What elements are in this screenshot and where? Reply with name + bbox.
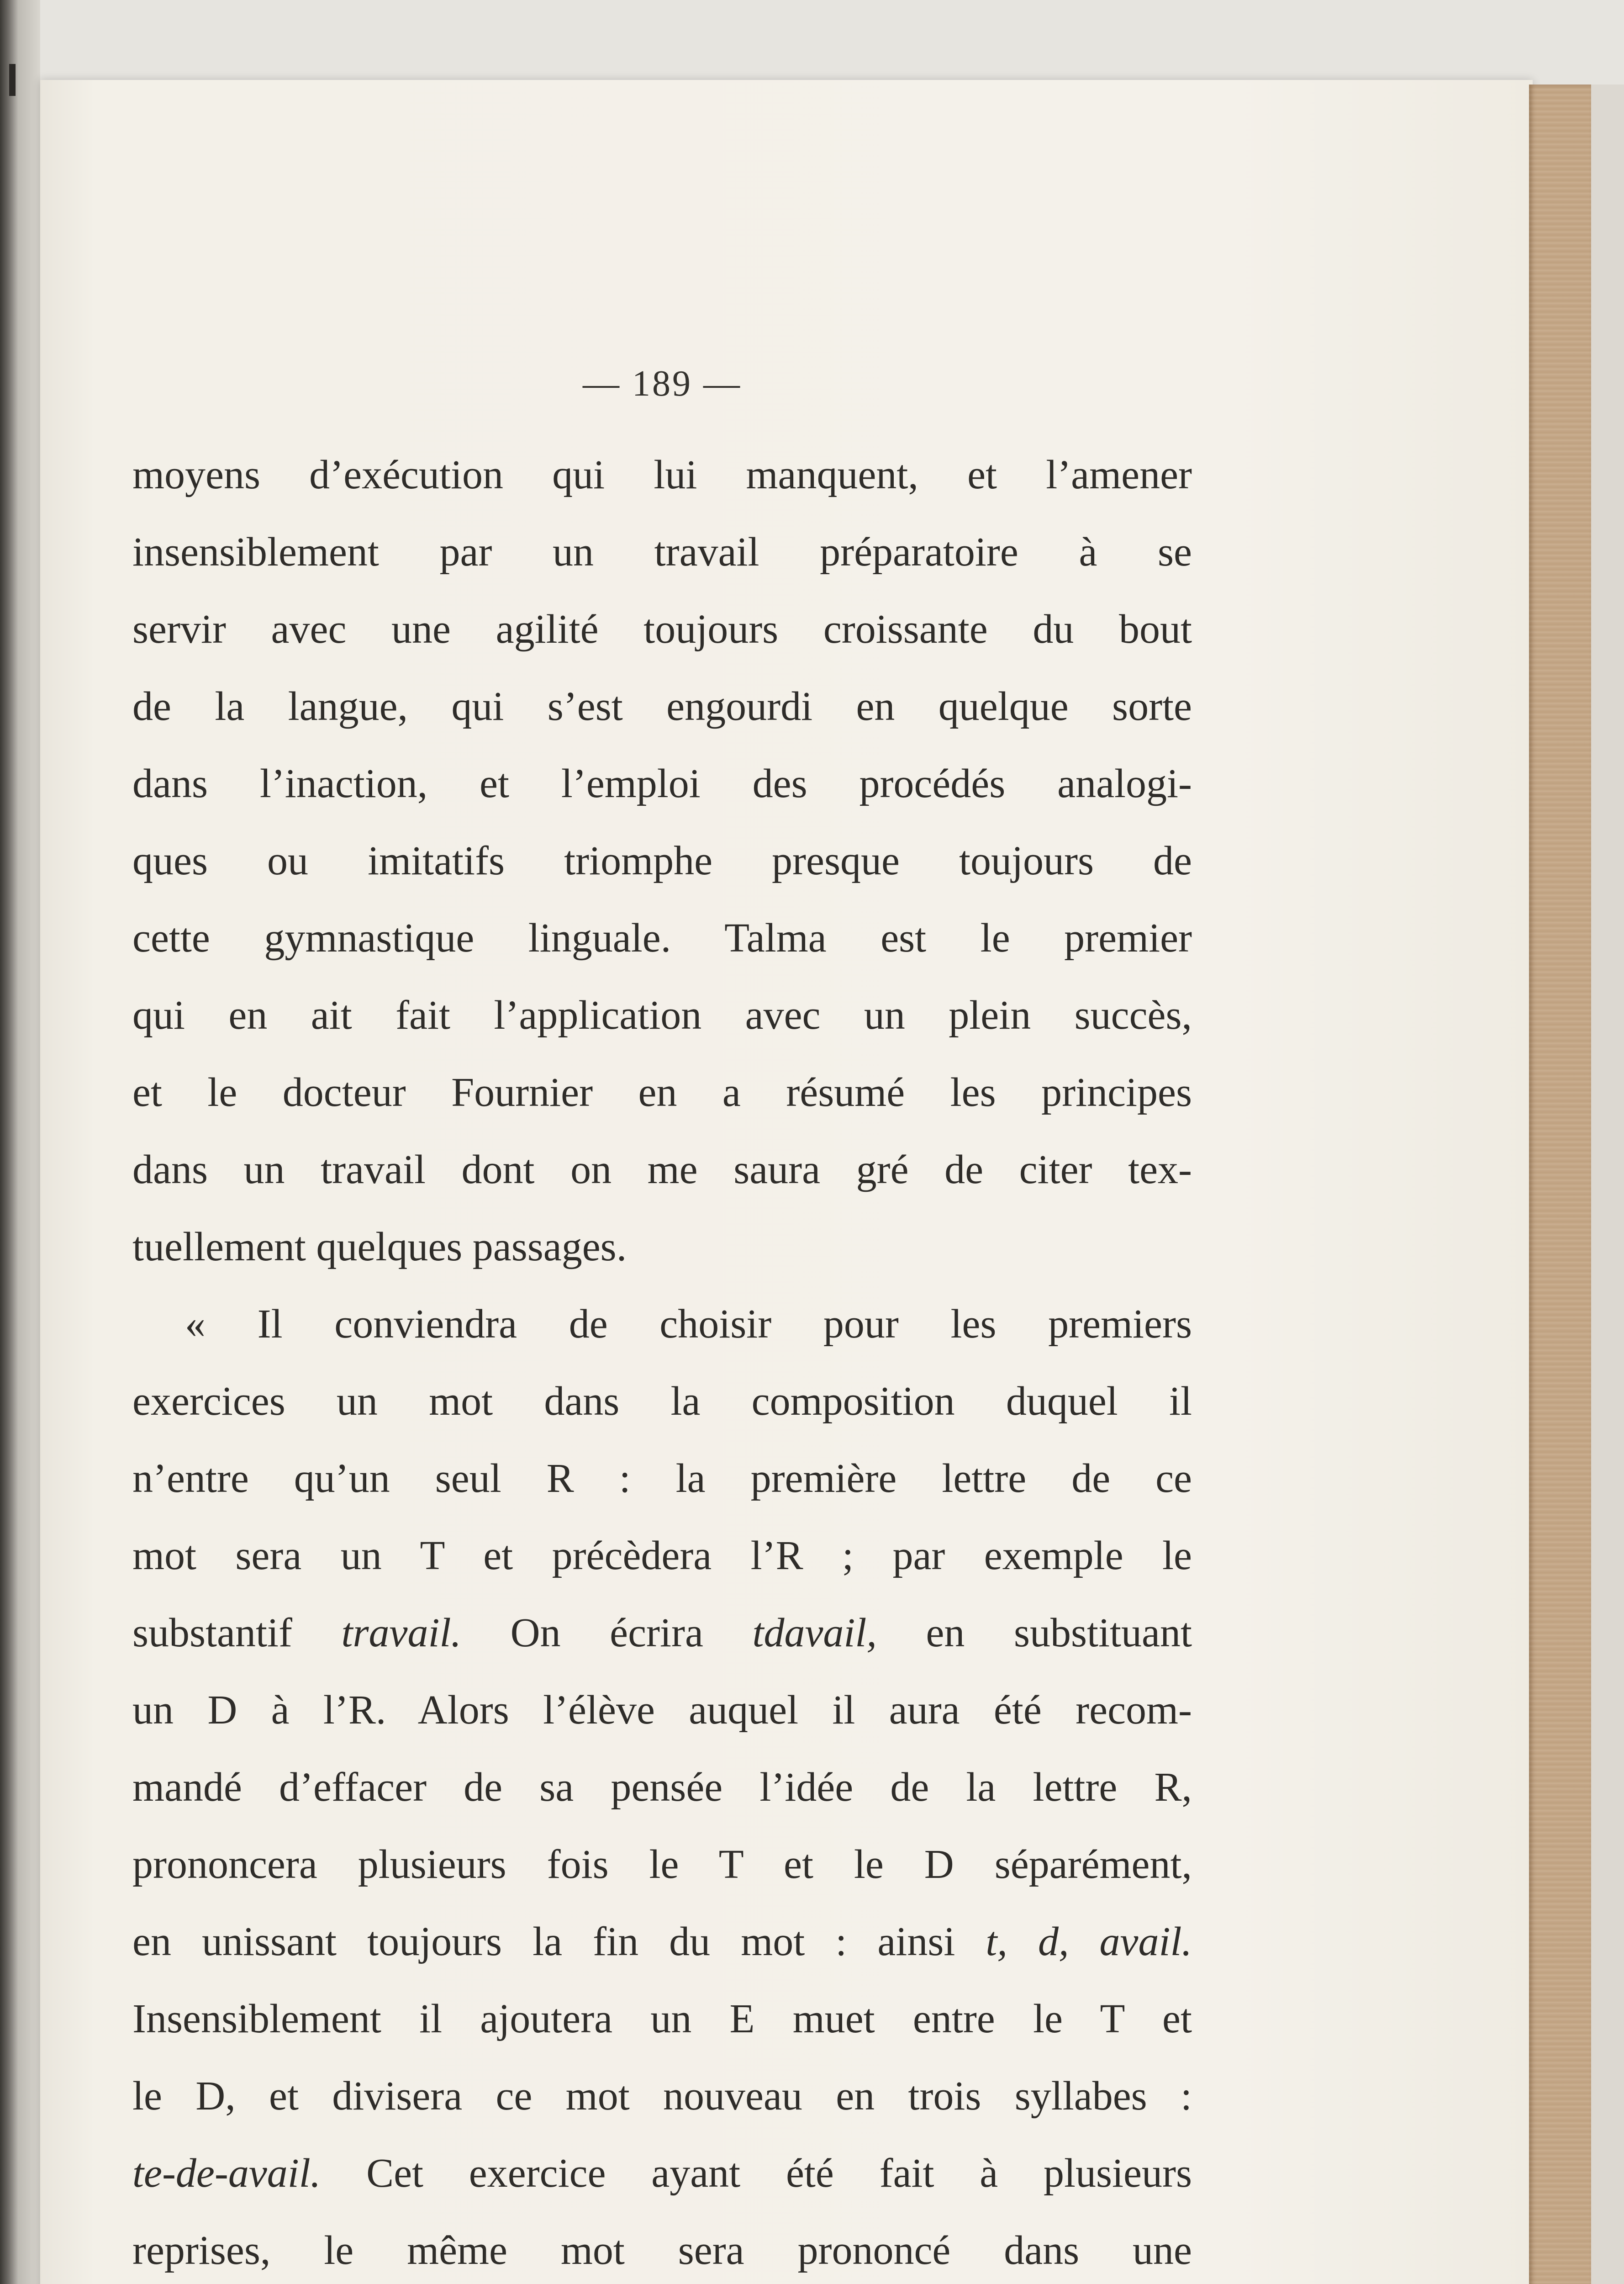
text-line xyxy=(132,591,1192,668)
text-segment: exercices un mot dans la composition duquel il xyxy=(132,1379,1192,1424)
text-segment: dans un travail dont on me saura gré de citer tex- xyxy=(132,1147,1192,1192)
text-line xyxy=(132,1131,1192,1208)
text-line xyxy=(132,2057,1192,2135)
text-line xyxy=(132,745,1192,822)
background-right xyxy=(1591,85,1624,2284)
text-segment: mandé d’effacer de sa pensée l’idée de la lettre R, xyxy=(132,1765,1192,1810)
italic-text: t, d, avail. xyxy=(986,1919,1192,1964)
text-line xyxy=(132,513,1192,591)
text-line xyxy=(132,1440,1192,1517)
text-segment: dans l’inaction, et l’emploi des procédés analogi- xyxy=(132,761,1192,806)
text-segment: mot sera un T et précèdera l’R ; par exemple le xyxy=(132,1533,1192,1578)
text-line xyxy=(132,899,1192,977)
text-segment: cette gymnastique linguale. Talma est le premier xyxy=(132,915,1192,961)
text-segment: de la langue, qui s’est engourdi en quelque sorte xyxy=(132,684,1192,729)
text-line xyxy=(132,1980,1192,2057)
binding-mark xyxy=(9,64,16,96)
text-segment: en unissant toujours la fin du mot : ainsi xyxy=(132,1919,986,1964)
text-segment: servir avec une agilité toujours croissante du bout xyxy=(132,607,1192,652)
text-line xyxy=(132,1594,1192,1671)
text-line xyxy=(132,1671,1192,1749)
text-line xyxy=(132,436,1192,513)
text-segment: reprises, le même mot sera prononcé dans une xyxy=(132,2228,1192,2273)
italic-text: tdavail, xyxy=(752,1610,877,1655)
text-line xyxy=(132,977,1192,1054)
text-line xyxy=(132,1749,1192,1826)
text-segment: ques ou imitatifs triomphe presque toujours de xyxy=(132,838,1192,883)
text-line xyxy=(132,822,1192,899)
text-segment: substantif xyxy=(132,1610,342,1655)
text-segment: « Il conviendra de choisir pour les premiers xyxy=(185,1301,1192,1347)
page-number: — 189 — xyxy=(583,364,742,404)
text-line xyxy=(132,1826,1192,1903)
binding-edge xyxy=(0,0,40,2284)
text-line xyxy=(132,2212,1192,2284)
text-line xyxy=(132,1285,1192,1363)
text-segment: insensiblement par un travail préparatoire à se xyxy=(132,529,1192,575)
text-line xyxy=(132,1903,1192,1980)
text-segment: prononcera plusieurs fois le T et le D séparément, xyxy=(132,1842,1192,1887)
italic-text: travail. xyxy=(341,1610,462,1655)
body-text xyxy=(132,436,1192,2284)
text-segment: le D, et divisera ce mot nouveau en trois syllabes : xyxy=(132,2073,1192,2119)
text-segment: un D à l’R. Alors l’élève auquel il aura été recom- xyxy=(132,1687,1192,1733)
text-line xyxy=(132,668,1192,745)
text-segment: moyens d’exécution qui lui manquent, et l’amener xyxy=(132,452,1192,497)
text-line xyxy=(132,1363,1192,1440)
text-segment: Cet exercice ayant été fait à plusieurs xyxy=(321,2151,1192,2196)
text-line xyxy=(132,2135,1192,2212)
italic-text: te-de-avail. xyxy=(132,2151,321,2196)
text-segment: On écrira xyxy=(461,1610,753,1655)
text-segment: tuellement quelques passages. xyxy=(132,1224,627,1269)
text-line xyxy=(132,1208,1192,1285)
text-segment: qui en ait fait l’application avec un plein succès, xyxy=(132,993,1192,1038)
text-segment: n’entre qu’un seul R : la première lettre de ce xyxy=(132,1456,1192,1501)
text-segment: en substituant xyxy=(876,1610,1192,1655)
text-line xyxy=(132,1517,1192,1594)
text-line xyxy=(132,1054,1192,1131)
text-segment: et le docteur Fournier en a résumé les principes xyxy=(132,1070,1192,1115)
text-segment: Insensiblement il ajoutera un E muet entre le T et xyxy=(132,1996,1192,2041)
page-block-edge xyxy=(1529,85,1591,2284)
